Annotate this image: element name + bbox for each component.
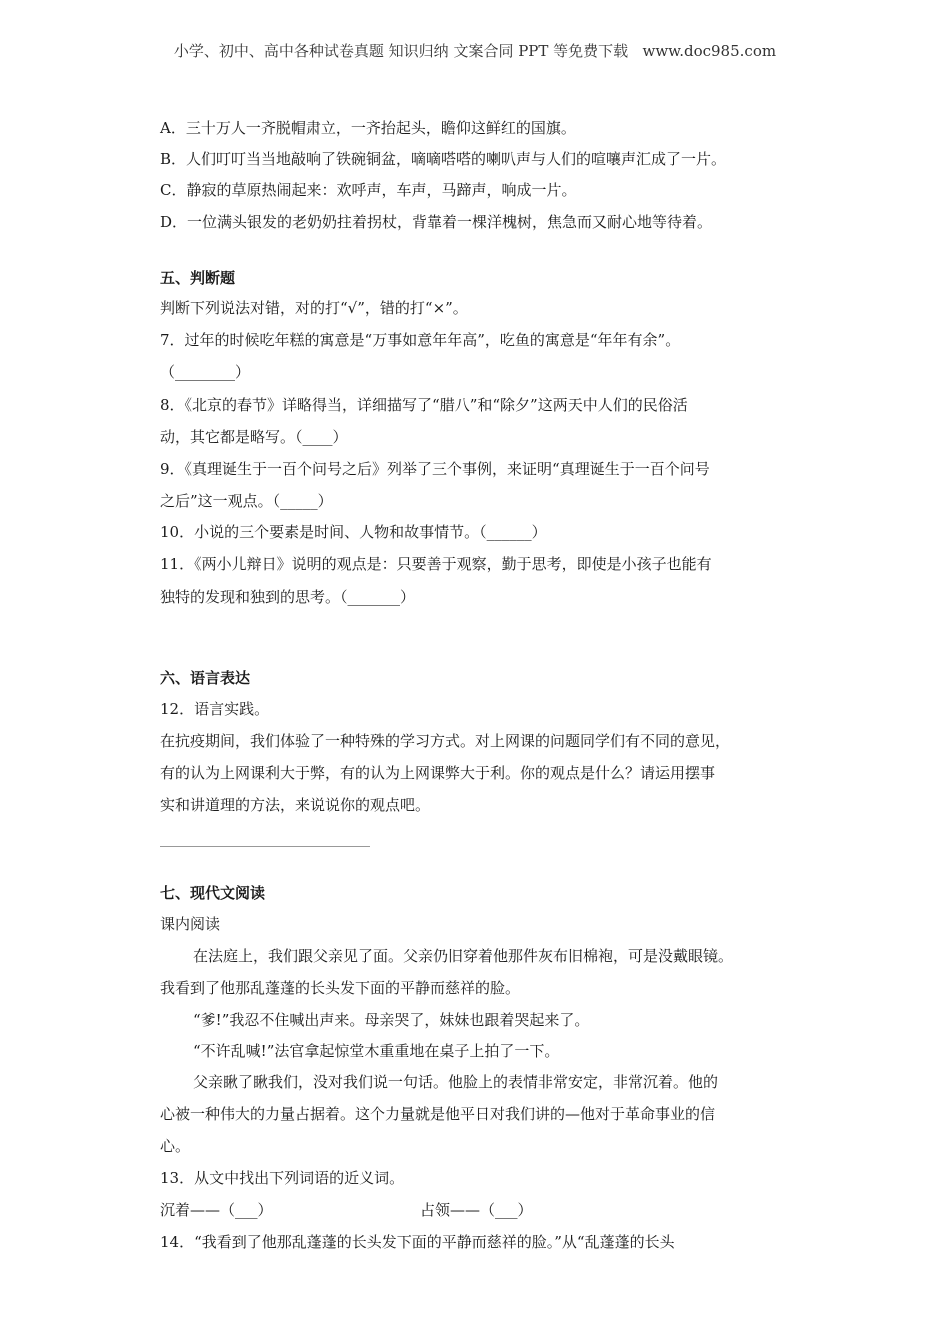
judgment-instruction: 判断下列说法对错，对的打“√”，错的打“×”。 (160, 299, 468, 317)
question-8: 8．《北京的春节》详略得当，详细描写了“腊八”和“除夕”这两天中人们的民俗活 (160, 396, 688, 414)
option-b: B．人们叮叮当当地敲响了铁碗铜盆，嘀嘀嗒嗒的喇叭声与人们的喧嚷声汇成了一片。 (160, 150, 727, 168)
passage-line: 心被一种伟大的力量占据着。这个力量就是他平日对我们讲的—他对于革命事业的信 (160, 1105, 716, 1123)
section-title-reading: 七、现代文阅读 (160, 884, 266, 902)
question-12-text-3: 实和讲道理的方法，来说说你的观点吧。 (160, 796, 431, 814)
question-14: 14．“我看到了他那乱蓬蓬的长头发下面的平静而慈祥的脸。”从“乱蓬蓬的长头 (160, 1233, 675, 1251)
passage-line: 在法庭上，我们跟父亲见了面。父亲仍旧穿着他那件灰布旧棉袍，可是没戴眼镜。 (193, 947, 734, 965)
passage-line: “爹!”我忍不住喊出声来。母亲哭了，妹妹也跟着哭起来了。 (193, 1011, 590, 1029)
question-12-text-2: 有的认为上网课利大于弊，有的认为上网课弊大于利。你的观点是什么？请运用摆事 (160, 764, 716, 782)
passage-line: 心。 (160, 1137, 191, 1155)
section-title-expression: 六、语言表达 (160, 669, 251, 687)
question-9: 9．《真理诞生于一百个问号之后》列举了三个事例，来证明“真理诞生于一百个问号 (160, 460, 710, 478)
question-12: 12．语言实践。 (160, 700, 270, 718)
passage-line: “不许乱喊!”法官拿起惊堂木重重地在桌子上拍了一下。 (193, 1042, 560, 1060)
answer-line (160, 846, 370, 847)
option-d: D．一位满头银发的老奶奶拄着拐杖，背靠着一棵洋槐树，焦急而又耐心地等待着。 (160, 213, 713, 231)
question-13: 13．从文中找出下列词语的近义词。 (160, 1169, 405, 1187)
question-11: 11．《两小儿辩日》说明的观点是：只要善于观察，勤于思考，即使是小孩子也能有 (160, 555, 712, 573)
question-7-blank: （________） (160, 363, 251, 381)
passage-line: 父亲瞅了瞅我们，没对我们说一句话。他脸上的表情非常安定，非常沉着。他的 (193, 1073, 719, 1091)
question-12-text-1: 在抗疫期间，我们体验了一种特殊的学习方式。对上网课的问题同学们有不同的意见， (160, 732, 731, 750)
option-a: A．三十万人一齐脱帽肃立，一齐抬起头，瞻仰这鲜红的国旗。 (160, 119, 576, 137)
question-11-cont: 独特的发现和独到的思考。（_______） (160, 588, 416, 606)
page-header: 小学、初中、高中各种试卷真题 知识归纳 文案合同 PPT 等免费下载 www.doc985.com (173, 42, 777, 60)
passage-line: 我看到了他那乱蓬蓬的长头发下面的平静而慈祥的脸。 (160, 979, 521, 997)
option-c: C．静寂的草原热闹起来：欢呼声，车声，马蹄声，响成一片。 (160, 181, 577, 199)
question-9-cont: 之后”这一观点。（_____） (160, 492, 333, 510)
section-title-judgment: 五、判断题 (160, 269, 236, 287)
reading-subtitle: 课内阅读 (160, 915, 221, 933)
question-13-item-b: 占领——（___） (420, 1201, 533, 1219)
question-7: 7．过年的时候吃年糕的寓意是“万事如意年年高”，吃鱼的寓意是“年年有余”。 (160, 331, 681, 349)
question-10: 10．小说的三个要素是时间、人物和故事情节。（______） (160, 523, 547, 541)
question-8-cont: 动，其它都是略写。（____） (160, 428, 348, 446)
question-13-item-a: 沉着——（___） (160, 1201, 273, 1219)
